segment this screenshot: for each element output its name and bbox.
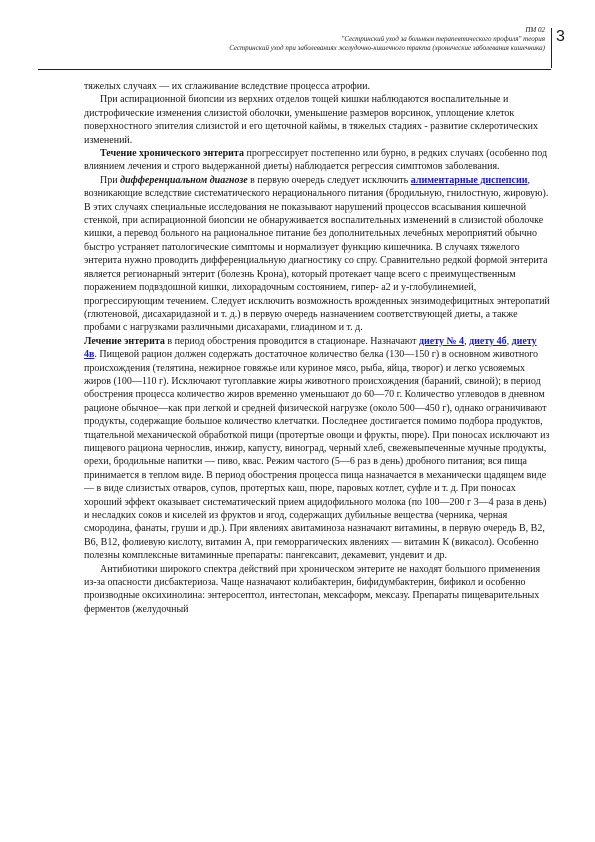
paragraph-text: прогрессирует постепенно или бурно, в редких случаях (особенно под влиянием лечения и строго выдержанной диеты) наблюдается регрессия симптомов заболевания. <box>84 148 548 173</box>
page-header <box>120 26 545 53</box>
paragraph-text: Антибиотики широкого спектра действий при хроническом энтерите не находят большого применения из-за опасности дисбактериоза. Чаще назначают колибактерин, бифидумбактерин, бификол и особенно производные оксихинолина: энтеросептол, интестопан, мексаформ, мексазу. Препараты пищеварительных ферментов (желудочный <box>84 563 541 615</box>
paragraph-text: , возникающие вследствие систематического нерационального питания (бродильную, гнилостную, жировую). В этих случаях специальные исследования не показывают нарушений процессов всасывания кишечной стенкой, при аспирационной биопсии не обнаруживается воспалительных изменений в слизистой оболочке кишки, а перевод больного на рациональное питание без дополнительных лечебных мероприятий обычно быстро устраняет патологические симптомы и нормализует функцию кишечника. В случаях тяжелого энтерита нужно проводить дифференциальную диагностику со спру. Сравнительно редкой формой энтерита является регионарный энтерит (болезнь Крона), который протекает чаще всего с преимущественным поражением подвздошной кишки, лихорадочным состоянием, гипер- а2 и у-глобулинемией, прогрессирующим течением. Следует исключить возможность врожденных энзимодефицитных энтеропатий (глютеновой, дисахаридазной и т. д.) в первую очередь назначением соответствующей диеты, а также пробами с нагрузками различными дисахарами, глиадином и т. д. <box>84 174 550 334</box>
paragraph <box>84 93 552 147</box>
term-treatment: Лечение энтерита <box>84 335 165 347</box>
paragraph-text: . Пищевой рацион должен содержать достаточное количество белка (130—150 г) в основном животного происхождения (телятина, нежирное говяжье или куриное мясо, рыба, яйца, творог) и легко усвояемых жиров (100—110 г). Исключают тугоплавкие жиры животного происхождения (бараний, свиной); в период обострения процесса количество жиров временно уменьшают до 60—70 г. Количество углеводов в дневном рационе обычное—как при легкой и средней физической нагрузке (около 500—450 г), однако ограничивают продукты, содержащие большое количество клетчатки. Последнее достигается помимо подбора продуктов, тщательной механической обработкой пищи (протертые овощи и фрукты, пюре). При поносах исключают из пищевого рациона чернослив, инжир, капусту, виноград, черный хлеб, свежевыпеченные мучные продукты, орехи, бродильные напитки — пиво, квас. Режим частого (5—6 раз в день) дробного питания; вся пища принимается в теплом виде. В период обострения процесса пища назначается в механически щадящем виде — в виде слизистых отваров, супов, протертых каш, пюре, паровых котлет, суфле и т. д. При поносах хороший эффект оказывает систематический прием ацидофильного молока (по 100—200 г 3—4 раза в день) и несладких соков и киселей из фруктов и ягод, содержащих дубильные вещества (черника, черная смородина, фанаты, груши и др.). При явлениях авитаминоза назначают витамины, в первую очередь В, В2, В6, В12, фолиевую кислоту, витамин А, при геморрагических явлениях — витамин К (викасол). Особенно полезны комплексные витаминные препараты: пангексавит, декамевит, ундевит и др. <box>84 349 550 562</box>
term-differential-diagnosis: дифференциальном диагнозе <box>120 174 248 186</box>
paragraph-text: в первую очередь следует исключить <box>247 174 411 186</box>
link-alimentary-dyspepsia[interactable]: алиментарные диспепсии <box>410 174 528 186</box>
paragraph <box>84 80 552 93</box>
header-course-title: "Сестринский уход за больным терапевтического профиля" теория <box>341 35 545 43</box>
header-divider <box>38 69 551 70</box>
paragraph-text: При аспирационной биопсии из верхних отделов тощей кишки наблюдаются воспалительные и дистрофические изменения слизистой оболочки, уменьшение размеров ворсинок, уплощение клеток поверхностного эпителия слизистой и его щеточной каймы, в тяжелых стадиях - развитие склеротических изменений. <box>84 94 538 146</box>
paragraph <box>84 335 552 563</box>
header-code: ПМ 02 <box>525 26 545 34</box>
link-diet-4[interactable]: диету № 4 <box>418 335 465 347</box>
separator: , <box>464 335 470 347</box>
link-diet-4v[interactable]: диету 4в <box>84 335 537 361</box>
paragraph-text: тяжелых случаях — их сглаживание вследствие процесса атрофии. <box>84 81 370 92</box>
paragraph <box>84 174 552 335</box>
paragraph-text: в период обострения проводится в стационаре. Назначают <box>164 335 419 347</box>
document-body <box>84 80 552 616</box>
paragraph <box>84 563 552 617</box>
term-course: Течение хронического энтерита <box>100 148 244 160</box>
paragraph-text: При <box>100 174 121 186</box>
header-topic: Сестринский уход при заболеваниях желудочно-кишечного тракта (хронические заболевания кишечника) <box>229 44 545 52</box>
link-diet-4b[interactable]: диету 4б <box>469 335 507 347</box>
page-number: 3 <box>551 28 586 68</box>
separator: , <box>506 335 512 347</box>
paragraph <box>84 147 552 174</box>
